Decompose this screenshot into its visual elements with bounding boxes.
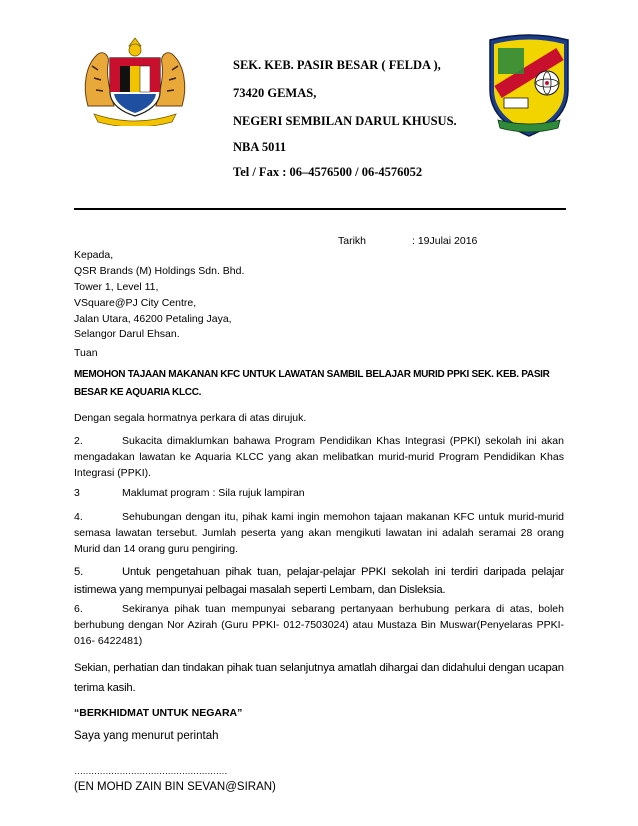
paragraph-2 (74, 433, 564, 481)
paragraph-number: 5. (74, 566, 84, 578)
opening-line: Dengan segala hormatnya perkara di atas dirujuk. (74, 412, 307, 424)
paragraph-4 (74, 509, 564, 557)
subject-line: BESAR KE AQUARIA KLCC. (74, 387, 202, 398)
school-phone-fax: Tel / Fax : 06–4576500 / 06-4576052 (233, 165, 423, 179)
signatory-name: (EN MOHD ZAIN BIN SEVAN@SIRAN) (74, 781, 276, 793)
recipient-line: Jalan Utara, 46200 Petaling Jaya, (74, 313, 232, 325)
paragraph-text: Sekiranya pihak tuan mempunyai sebarang pertanyaan berhubung perkara di atas, boleh berhubung dengan Nor Azirah (Guru PPKI- 012-7503024) atau Mustaza Bin Muswar(Penyelaras PPKI- 016- 6422481) (74, 603, 564, 647)
paragraph-text: Maklumat program : Sila rujuk lampiran (122, 487, 305, 499)
closing-paragraph: Sekian, perhatian dan tindakan pihak tuan selanjutnya amatlah dihargai dan didahului dengan ucapan terima kasih. (74, 662, 564, 694)
date-value: : 19Julai 2016 (412, 235, 478, 247)
recipient-line: VSquare@PJ City Centre, (74, 297, 197, 309)
paragraph-6 (74, 601, 564, 649)
paragraph-number: 4. (74, 511, 83, 523)
paragraph-number: 2. (74, 435, 83, 447)
signature-line: ……………………………………………… (74, 766, 227, 776)
salutation: Tuan (74, 347, 98, 359)
recipient-line: QSR Brands (M) Holdings Sdn. Bhd. (74, 265, 245, 277)
paragraph-text: Sehubungan dengan itu, pihak kami ingin memohon tajaan makanan KFC untuk murid-murid semasa lawatan tersebut. Jumlah peserta yang akan mengikuti lawatan ini adalah seramai 28 orang Murid dan 14 orang guru pengiring. (74, 511, 564, 555)
school-badge-emblem (484, 28, 574, 140)
paragraph-number: 3 (74, 487, 80, 499)
motto: “BERKHIDMAT UNTUK NEGARA” (74, 707, 243, 719)
sign-off: Saya yang menurut perintah (74, 730, 219, 742)
paragraph-text: Untuk pengetahuan pihak tuan, pelajar-pelajar PPKI sekolah ini terdiri daripada pelajar istimewa yang mempunyai pelbagai masalah seperti Lembam, dan Disleksia. (74, 566, 564, 596)
school-state: NEGERI SEMBILAN DARUL KHUSUS. (233, 114, 457, 128)
coat-of-arms-emblem (80, 36, 190, 126)
subject-line: MEMOHON TAJAAN MAKANAN KFC UNTUK LAWATAN SAMBIL BELAJAR MURID PPKI SEK. KEB. PASIR (74, 369, 550, 380)
recipient-line: Tower 1, Level 11, (74, 281, 159, 293)
paragraph-3 (74, 485, 564, 501)
school-code: NBA 5011 (233, 140, 287, 154)
paragraph-5 (74, 563, 564, 599)
school-name: SEK. KEB. PASIR BESAR ( FELDA ), (233, 58, 441, 72)
date-label: Tarikh (338, 235, 367, 247)
paragraph-number: 6. (74, 603, 83, 615)
recipient-kepada: Kepada, (74, 249, 114, 261)
header-divider (74, 208, 566, 210)
recipient-line: Selangor Darul Ehsan. (74, 328, 180, 340)
school-postcode-city: 73420 GEMAS, (233, 86, 317, 100)
paragraph-text: Sukacita dimaklumkan bahawa Program Pendidikan Khas Integrasi (PPKI) sekolah ini akan mengadakan lawatan ke Aquaria KLCC yang akan melibatkan murid-murid Program Pendidikan Khas Integrasi (PPKI). (74, 435, 564, 479)
